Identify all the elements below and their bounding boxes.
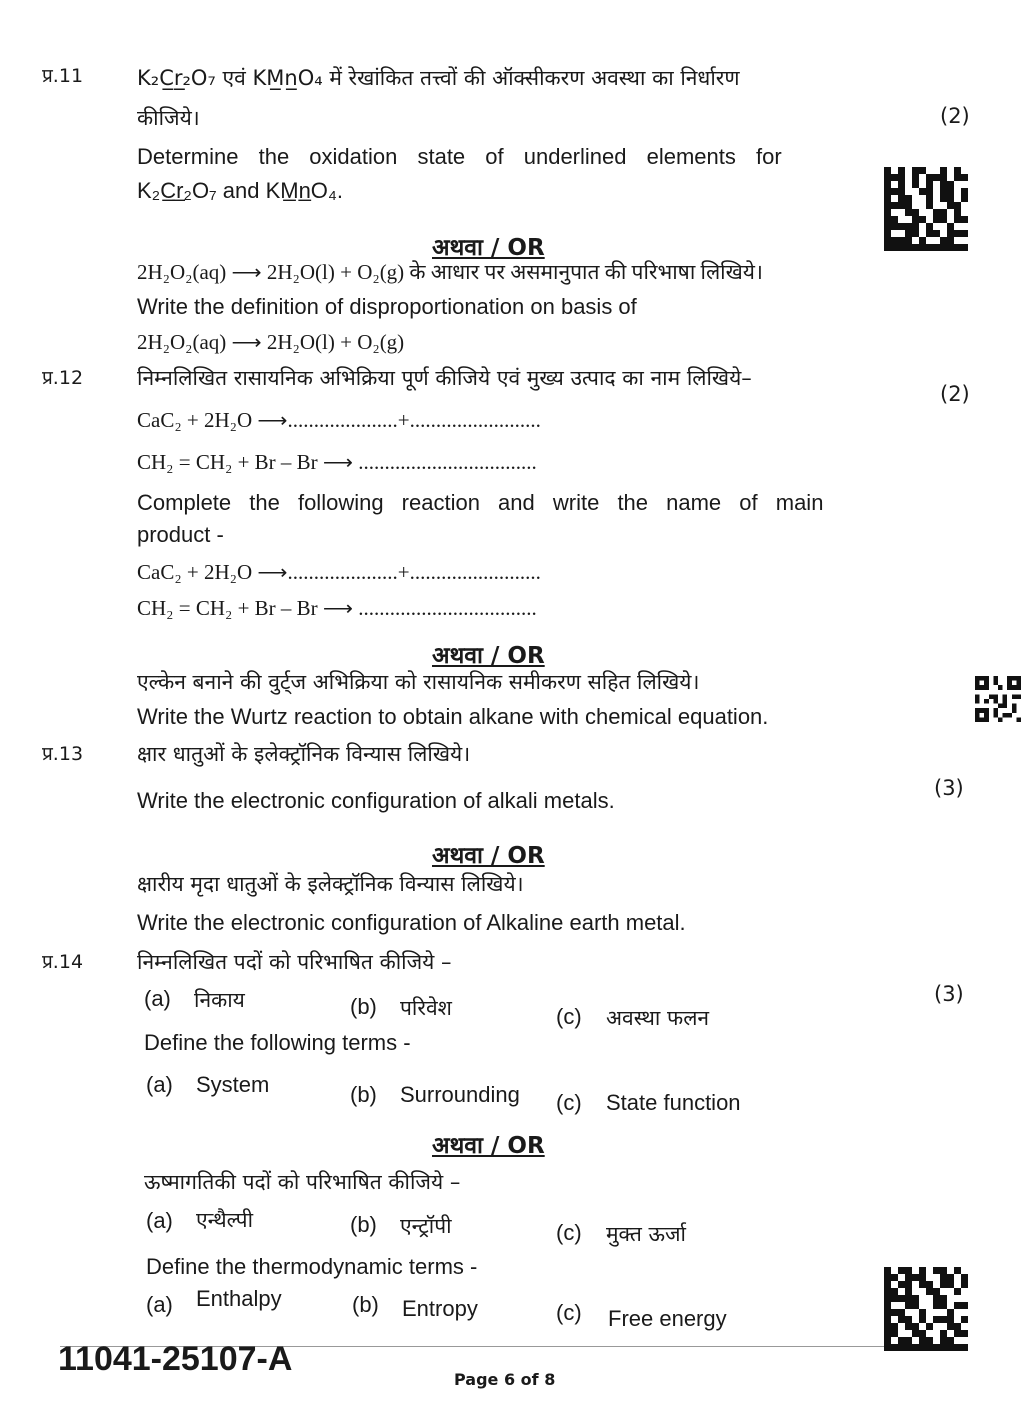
q14-alt-hi-b: एन्ट्रॉपी [400,1214,452,1238]
q12-equation-2: CH₂ = CH₂ + Br – Br ⟶ .................................. [137,450,537,474]
question-number-11: प्र.11 [42,65,84,87]
q11-english-text: Determine the oxidation state of underlined elements for [137,144,782,169]
q14-hi-c: अवस्था फलन [606,1006,710,1030]
q11-alt-hindi-text: 2H₂O₂(aq) ⟶ 2H₂O(l) + O₂(g) के आधार पर असमानुपात की परिभाषा लिखिये। [137,260,763,284]
q12-hindi-text: निम्नलिखित रासायनिक अभिक्रिया पूर्ण कीजिये एवं मुख्य उत्पाद का नाम लिखिये– [137,366,752,390]
q14-alt-hi-a-label: (a) [146,1208,173,1233]
q14-alt-en-c-label: (c) [556,1300,582,1325]
q14-alt-hindi-text: ऊष्मागतिकी पदों को परिभाषित कीजिये – [144,1170,461,1194]
q14-en-a: System [196,1072,270,1097]
q14-alt-en-c: Free energy [608,1306,727,1331]
q11-marks: (2) [940,104,970,128]
q14-alt-english-text: Define the thermodynamic terms - [146,1254,478,1279]
q14-en-c-label: (c) [556,1090,582,1115]
q13-alt-english-text: Write the electronic configuration of Alkaline earth metal. [137,910,686,935]
q14-hi-a-label: (a) [144,986,171,1011]
q14-alt-hi-c-label: (c) [556,1220,582,1245]
q14-hi-a: निकाय [194,988,245,1012]
q14-en-c: State function [606,1090,741,1115]
q12-equation-1: CaC₂ + 2H₂O ⟶.....................+......................... [137,408,541,432]
q11-english-text-cont: K₂C̲r̲₂O₇ and KM̲n̲O₄. [137,178,344,203]
q11-hindi-text-cont: कीजिये। [137,106,200,130]
q14-en-b-label: (b) [350,1082,377,1107]
q14-alt-hi-a: एन्थैल्पी [196,1208,254,1232]
q12-equation-1-en: CaC₂ + 2H₂O ⟶.....................+......................... [137,560,541,584]
q12-or-divider: अथवा / OR [432,643,545,669]
q14-alt-en-a: Enthalpy [196,1286,282,1311]
q12-alt-english-text: Write the Wurtz reaction to obtain alkane with chemical equation. [137,704,769,729]
q14-hi-b: परिवेश [400,996,452,1020]
q14-alt-en-a-label: (a) [146,1292,173,1317]
q11-hindi-text: K₂C̲r̲₂O₇ एवं KM̲n̲O₄ में रेखांकित तत्त्वों की ऑक्सीकरण अवस्था का निर्धारण [137,66,740,90]
q12-equation-2-en: CH₂ = CH₂ + Br – Br ⟶ .................................. [137,596,537,620]
q13-english-text: Write the electronic configuration of alkali metals. [137,788,615,813]
qr-code-middle [974,676,1022,722]
q11-alt-english-text: Write the definition of disproportionation on basis of [137,294,637,319]
page-number: Page 6 of 8 [454,1370,556,1389]
qr-code-top [884,166,968,252]
q14-hi-c-label: (c) [556,1004,582,1029]
q14-alt-hi-c: मुक्त ऊर्जा [606,1222,686,1246]
q14-hindi-text: निम्नलिखित पदों को परिभाषित कीजिये – [137,950,452,974]
question-number-12: प्र.12 [42,367,84,389]
q14-hi-b-label: (b) [350,994,377,1019]
q14-en-a-label: (a) [146,1072,173,1097]
qr-code-bottom [884,1266,968,1352]
q14-alt-en-b: Entropy [402,1296,478,1321]
q13-marks: (3) [934,776,964,800]
paper-code: 11041-25107-A [58,1340,293,1378]
q13-alt-hindi-text: क्षारीय मृदा धातुओं के इलेक्ट्रॉनिक विन्यास लिखिये। [137,872,524,896]
q12-alt-hindi-text: एल्केन बनाने की वुर्ट्ज अभिक्रिया को रासायनिक समीकरण सहित लिखिये। [137,670,700,694]
q14-marks: (3) [934,982,964,1006]
q14-or-divider: अथवा / OR [432,1133,545,1159]
q13-or-divider: अथवा / OR [432,843,545,869]
q12-marks: (2) [940,382,970,406]
q14-en-b: Surrounding [400,1082,520,1107]
q11-alt-equation: 2H₂O₂(aq) ⟶ 2H₂O(l) + O₂(g) [137,330,405,354]
q13-hindi-text: क्षार धातुओं के इलेक्ट्रॉनिक विन्यास लिखिये। [137,742,471,766]
q14-alt-hi-b-label: (b) [350,1212,377,1237]
q14-english-text: Define the following terms - [144,1030,411,1055]
question-number-14: प्र.14 [42,951,84,973]
q12-english-text: Complete the following reaction and write the name of main [137,490,824,515]
q14-alt-en-b-label: (b) [352,1292,379,1317]
q11-or-divider: अथवा / OR [432,235,545,261]
question-number-13: प्र.13 [42,743,84,765]
q12-english-text-cont: product - [137,522,224,547]
